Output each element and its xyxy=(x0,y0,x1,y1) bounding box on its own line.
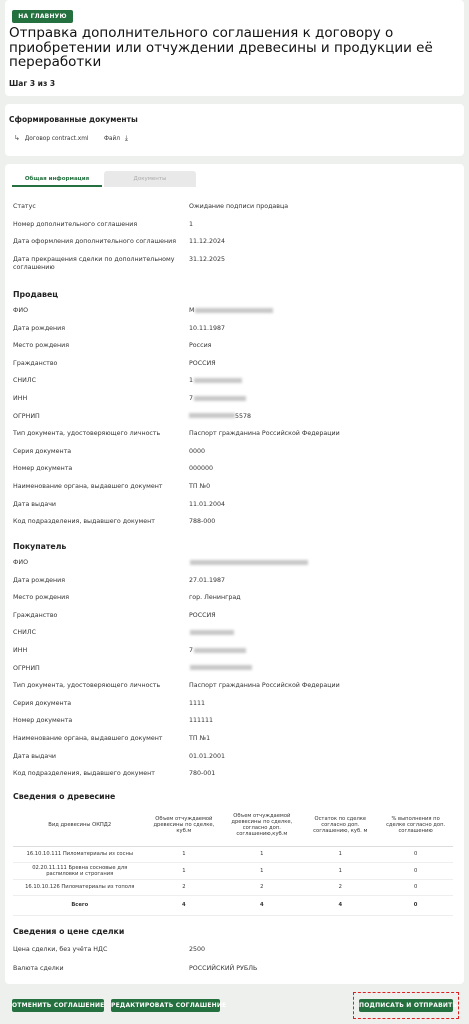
buyer-value-1: 27.01.1987 xyxy=(189,576,226,584)
status-label: Статус xyxy=(13,203,36,210)
buyer-value-12: 780-001 xyxy=(189,770,216,778)
seller-value-2: Россия xyxy=(189,342,212,350)
table-cell: 0 xyxy=(378,846,453,862)
seller-value-4: 1 xyxy=(189,377,242,385)
table-row xyxy=(13,862,453,879)
seller-label-1: Дата рождения xyxy=(13,324,66,332)
buyer-label-11: Дата выдачи xyxy=(13,752,57,760)
seller-heading: Продавец xyxy=(13,290,59,299)
buyer-value-5: 7 xyxy=(189,647,246,655)
redacted-text xyxy=(189,413,235,418)
seller-value-5: 7 xyxy=(189,395,246,403)
seller-value-1: 10.11.1987 xyxy=(189,324,226,332)
cancel-agreement-button[interactable]: ОТМЕНИТЬ СОГЛАШЕНИЕ xyxy=(12,999,104,1012)
seller-value-6: 5578 xyxy=(189,413,251,421)
seller-label-0: ФИО xyxy=(13,307,29,314)
table-cell: 2 xyxy=(302,879,378,895)
seller-label-12: Код подразделения, выдавшего документ xyxy=(13,518,155,526)
file-download[interactable] xyxy=(104,134,128,143)
buyer-value-0 xyxy=(189,559,308,567)
table-cell: 16.10.10.126 Пиломатериалы из тополя xyxy=(13,879,146,895)
wood-heading: Сведения о древесине xyxy=(13,792,116,801)
buyer-label-8: Серия документа xyxy=(13,699,72,707)
seller-value-9: 000000 xyxy=(189,465,214,473)
buyer-label-10: Наименование органа, выдавшего документ xyxy=(13,735,163,742)
redacted-text xyxy=(190,630,234,635)
buyer-value-9: 111111 xyxy=(189,717,214,725)
price-heading: Сведения о цене сделки xyxy=(13,927,125,936)
buyer-label-7: Тип документа, удостоверяющего личность xyxy=(13,682,161,690)
buyer-value-3: РОССИЯ xyxy=(189,611,216,619)
sign-and-send-button[interactable]: ПОДПИСАТЬ И ОТПРАВИТЬ xyxy=(359,999,453,1012)
col-percent: % выполнения по сделке согласно доп. соглашению xyxy=(378,805,453,846)
buyer-value-10: ТП №1 xyxy=(189,735,211,742)
end-date-label: Дата прекращения сделки по дополнительному соглашению xyxy=(13,256,175,271)
col-wood-type: Вид древесины ОКПД2 xyxy=(13,805,146,846)
col-volume-agreement: Объем отчуждаемой древесины по сделке, согласно доп. соглашению,куб.м xyxy=(221,805,302,846)
buyer-value-2: гор. Ленинград xyxy=(189,594,241,602)
redacted-text xyxy=(195,308,273,313)
buyer-value-8: 1111 xyxy=(189,699,206,707)
table-total-cell: 4 xyxy=(221,895,302,915)
table-cell: 16.10.10.111 Пиломатериалы из сосны xyxy=(13,846,146,862)
buyer-value-4 xyxy=(189,629,234,637)
seller-label-8: Серия документа xyxy=(13,447,72,455)
table-total-cell: 4 xyxy=(302,895,378,915)
seller-label-9: Номер документа xyxy=(13,465,73,473)
agreement-number-label: Номер дополнительного соглашения xyxy=(13,221,138,228)
table-cell: 2 xyxy=(221,879,302,895)
table-total-cell: Всего xyxy=(13,895,146,915)
buyer-label-5: ИНН xyxy=(13,647,28,654)
redacted-text xyxy=(194,648,246,653)
table-total-row xyxy=(13,895,453,915)
seller-label-5: ИНН xyxy=(13,395,28,402)
seller-value-0: М xyxy=(189,307,273,315)
documents-card xyxy=(5,104,464,156)
table-cell: 0 xyxy=(378,879,453,895)
seller-value-3: РОССИЯ xyxy=(189,359,216,367)
table-row xyxy=(13,879,453,895)
wood-table xyxy=(13,805,453,916)
price-value: 2500 xyxy=(189,946,206,953)
agreement-date-label: Дата оформления дополнительного соглашения xyxy=(13,238,176,245)
tabs xyxy=(12,171,196,187)
documents-heading: Сформированные документы xyxy=(9,115,138,124)
page-title: Отправка дополнительного соглашения к договору о приобретении или отчуждении древесины и продукции её переработки xyxy=(9,25,433,70)
seller-label-7: Тип документа, удостоверяющего личность xyxy=(13,430,161,438)
seller-value-10: ТП №0 xyxy=(189,483,211,490)
agreement-date-value: 11.12.2024 xyxy=(189,238,226,245)
table-cell: 1 xyxy=(302,846,378,862)
corner-arrow-icon: ↳ xyxy=(14,134,20,142)
col-remainder: Остаток по сделке согласно доп. соглашению, куб. м xyxy=(302,805,378,846)
buyer-label-12: Код подразделения, выдавшего документ xyxy=(13,770,155,778)
price-label: Цена сделки, без учёта НДС xyxy=(13,946,108,953)
currency-value: РОССИЙСКИЙ РУБЛЬ xyxy=(189,965,258,972)
status-value: Ожидание подписи продавца xyxy=(189,203,289,210)
wood-table-header xyxy=(13,805,453,846)
col-volume: Объем отчуждаемой древесины по сделке, куб.м xyxy=(146,805,221,846)
currency-label: Валюта сделки xyxy=(13,965,64,972)
seller-label-3: Гражданство xyxy=(13,359,58,367)
seller-label-2: Место рождения xyxy=(13,342,70,350)
table-total-cell: 4 xyxy=(146,895,221,915)
buyer-label-1: Дата рождения xyxy=(13,576,66,584)
table-cell: 1 xyxy=(221,862,302,879)
seller-label-4: СНИЛС xyxy=(13,377,36,385)
document-file-name: Договор contract.xml xyxy=(24,136,89,142)
buyer-heading: Покупатель xyxy=(13,542,67,551)
redacted-text xyxy=(194,378,242,383)
redacted-text xyxy=(190,560,308,565)
buyer-label-6: ОГРНИП xyxy=(13,664,40,672)
table-cell: 1 xyxy=(146,862,221,879)
seller-label-10: Наименование органа, выдавшего документ xyxy=(13,483,163,490)
edit-agreement-button[interactable]: РЕДАКТИРОВАТЬ СОГЛАШЕНИЕ xyxy=(111,999,220,1012)
buyer-label-4: СНИЛС xyxy=(13,629,36,637)
document-link[interactable] xyxy=(14,134,88,142)
table-cell: 0 xyxy=(378,862,453,879)
table-cell: 1 xyxy=(146,846,221,862)
seller-label-11: Дата выдачи xyxy=(13,500,57,508)
file-label: Файл xyxy=(104,136,121,142)
tab-general-info[interactable]: Общая информация xyxy=(12,171,102,187)
redacted-text xyxy=(194,396,246,401)
home-button[interactable]: НА ГЛАВНУЮ xyxy=(12,10,73,23)
seller-value-12: 788-000 xyxy=(189,518,216,526)
buyer-label-0: ФИО xyxy=(13,559,29,566)
seller-value-8: 0000 xyxy=(189,447,206,455)
buyer-value-11: 01.01.2001 xyxy=(189,752,226,760)
buyer-value-6 xyxy=(189,665,252,673)
table-cell: 1 xyxy=(302,862,378,879)
buyer-label-2: Место рождения xyxy=(13,594,70,602)
seller-value-11: 11.01.2004 xyxy=(189,500,226,508)
table-cell: 1 xyxy=(221,846,302,862)
redacted-text xyxy=(190,665,252,670)
buyer-label-3: Гражданство xyxy=(13,611,58,619)
seller-label-6: ОГРНИП xyxy=(13,412,40,420)
agreement-number-value: 1 xyxy=(189,221,194,228)
table-total-cell: 0 xyxy=(378,895,453,915)
step-indicator: Шаг 3 из 3 xyxy=(9,79,56,88)
table-cell: 02.20.11.111 Бревна сосновые для распиловки и строгания xyxy=(13,862,146,879)
seller-value-7: Паспорт гражданина Российской Федерации xyxy=(189,430,340,438)
buyer-label-9: Номер документа xyxy=(13,717,73,725)
table-row xyxy=(13,846,453,862)
download-icon: ⤓ xyxy=(124,134,128,142)
end-date-value: 31.12.2025 xyxy=(189,256,226,263)
buyer-value-7: Паспорт гражданина Российской Федерации xyxy=(189,682,340,690)
table-cell: 2 xyxy=(146,879,221,895)
tab-documents[interactable]: Документы xyxy=(104,171,196,187)
